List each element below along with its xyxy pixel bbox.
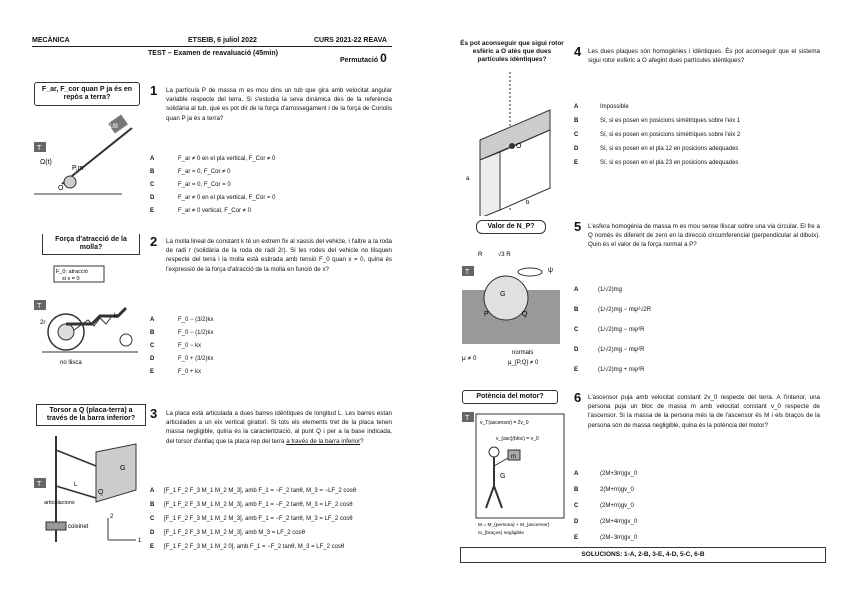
q6-options: [574, 462, 824, 542]
q4-figure: [460, 40, 566, 216]
rotation-arrow: [518, 268, 542, 276]
mu2-label: μ_{P,Q} ≠ 0: [508, 360, 539, 366]
note1-label: M = M_{persona} + M_{ascensor}: [478, 523, 550, 528]
rear-wheel: [120, 334, 132, 346]
r2-label: 2r: [40, 320, 46, 326]
q6-option[interactable]: D (2M+4m)gv_0: [574, 519, 638, 525]
bearing-box: [46, 522, 66, 530]
q3-option[interactable]: E [F_1 F_2 F_3 M_1 M_2 0], amb F_1 = −F_2 tanθ, M_3 = LF_2 cosθ: [150, 544, 345, 550]
q4-number: 4: [574, 44, 582, 59]
course-label: CURS 2021-22 REAVA: [314, 37, 387, 44]
r2-label: √3 R: [498, 252, 511, 258]
q3-tag-text: Torsor a Q (placa-terra) a través de la barra inferior?: [46, 407, 136, 422]
q3-number: 3: [150, 406, 158, 421]
permutation-value: 0: [380, 51, 387, 65]
q5-figure: [460, 220, 564, 378]
q3-figure: [32, 404, 144, 554]
q5-option[interactable]: E (1/√2)mg + mψ²R: [574, 367, 645, 373]
q1-option[interactable]: D F_ar ≠ 0 en el pla vertical, F_Cor = 0: [150, 195, 276, 201]
q6-tag: [462, 390, 558, 404]
q1-diagram: [32, 112, 144, 202]
q3-option[interactable]: C [F_1 F_2 F_3 M_1 M_2 M_3], amb F_1 = −F_2 tanθ, M_3 = LF_2 cosθ: [150, 516, 353, 522]
v2-label: v_{asc}(bloc) = v_0: [496, 436, 539, 442]
exam-title: TEST – Examen de reavaluació (45min): [148, 50, 278, 57]
q-label: Q: [522, 311, 528, 318]
x0-label: si x = 0: [62, 276, 80, 282]
q3-tag: [36, 404, 146, 426]
bearing-label: coixinet: [68, 524, 89, 530]
q3-option[interactable]: A [F_1 F_2 F_3 M_1 M_2 M_3], amb F_1 = −F_2 tanθ, M_3 = −LF_2 cosθ: [150, 488, 357, 494]
q4-tag-text: És pot aconseguir que sigui rotor esfèric a O atès que dues partícules idèntiques?: [460, 40, 564, 63]
g-label: G: [500, 291, 506, 298]
p-label: P: [484, 311, 489, 318]
point-o: [509, 143, 515, 149]
mu-label: μ ≠ 0: [462, 355, 477, 362]
q1-option[interactable]: A F_ar ≠ 0 en el pla vertical, F_Cor ≠ 0: [150, 156, 276, 162]
q2-option[interactable]: B F_0 − (1/2)kx: [150, 330, 214, 336]
q6-diagram: [460, 410, 566, 538]
q3-text-main: La placa està articulada a dues barres idèntiques de longitud L. Les barres estan articulades a un eix vertical giratori. Si tots els elements tret de la placa tenen massa negligible, quina és la caracterització, al punt Q i per a la base indicada, del torsor d'enllaç que la placa rep del terra: [166, 410, 392, 445]
particle-p: [64, 176, 76, 188]
q2-tag-text: Força d'atracció de la molla?: [55, 236, 127, 251]
q5-tag: [476, 220, 546, 234]
q5-tag-text: Valor de N_P?: [487, 223, 535, 230]
q2-tag: [42, 234, 140, 255]
q2-diagram: [32, 260, 144, 370]
school-date: ETSEIB, 6 juliol 2022: [188, 37, 257, 44]
q1-figure: [32, 82, 144, 200]
q1-options: [150, 147, 390, 212]
q3-text: La placa està articulada a dues barres idèntiques de longitud L. Les barres estan articulades a un eix vertical giratori. Si tots els elements tret de la placa tenen massa negligible, quina és la caracterització, al punt Q i per a la base indicada, del torsor d'enllaç que la placa rep del terra a través de la barra inferior?: [166, 410, 392, 445]
q2-option[interactable]: D F_0 + (3/2)kx: [150, 356, 214, 362]
g-label: G: [500, 473, 506, 480]
q6-option[interactable]: A (2M+3m)gv_0: [574, 471, 638, 477]
no-slip-label: no llisca: [60, 360, 82, 366]
k-label: k: [114, 313, 118, 320]
permutation: [340, 51, 387, 65]
f0-label: F_0: atracció: [56, 269, 88, 275]
plate-left: [480, 152, 500, 216]
q2-options: [150, 308, 390, 373]
tube-label: TUB: [106, 124, 118, 130]
q5-option[interactable]: C (1/√2)mg − mψ²R: [574, 327, 645, 333]
q4-tag: [460, 40, 564, 64]
q2-option[interactable]: E F_0 + kx: [150, 369, 202, 375]
q2-number: 2: [150, 234, 158, 249]
solutions-box: SOLUCIONS: 1-A, 2-B, 3-E, 4-D, 5-C, 6-B: [460, 547, 826, 563]
q6-t-label: T: [465, 415, 470, 422]
axis1-label: 1: [138, 538, 142, 544]
q6-tag-text: Potència del motor?: [476, 393, 544, 400]
q6-option[interactable]: B 2(M+m)gv_0: [574, 487, 634, 493]
q4-diagram: [460, 70, 566, 216]
q3-option[interactable]: B [F_1 F_2 F_3 M_1 M_2 M_3], amb F_1 = −F_2 tanθ, M_3 = LF_2 cosθ: [150, 502, 353, 508]
o-label: O: [58, 185, 64, 192]
normals-label: normals: [512, 350, 534, 356]
q1-tag: [34, 82, 140, 106]
pm-label: P,m: [72, 165, 84, 172]
q6-text: L'ascensor puja amb velocitat constant 2v_0 respecte del terra. A l'interior, una persona puja un bloc de massa m amb velocitat constant v_0 respecte de l'ascensor. Si la massa de la persona més la de l'ascensor és M i els braços de la persona són de massa negligible, quina és la potència del motor?: [588, 394, 820, 429]
q1-option[interactable]: E F_ar ≠ 0 vertical, F_Cor ≠ 0: [150, 208, 251, 214]
q1-t-label: T: [37, 145, 42, 152]
q5-options: [574, 278, 824, 378]
q1-option[interactable]: B F_ar = 0, F_Cor ≠ 0: [150, 169, 231, 175]
psi-label: ψ: [548, 267, 553, 274]
q1-option[interactable]: C F_ar = 0, F_Cor = 0: [150, 182, 231, 188]
small-wheel: [58, 324, 74, 340]
q6-option[interactable]: E (2M−3m)gv_0: [574, 535, 638, 541]
q4-text: Les dues plaques són homogènies i idèntiques. És pot aconseguir que el sistema sigui rotor esfèric a O afegint dues partícules idèntiques?: [588, 48, 820, 65]
q3-option[interactable]: D [F_1 F_2 F_3 M_1 M_2 M_3], amb M_3 = LF_2 cosθ: [150, 530, 305, 536]
permutation-label: Permutació: [340, 57, 379, 64]
q1-number: 1: [150, 83, 158, 98]
q5-diagram: [460, 238, 564, 378]
q2-option[interactable]: C F_0 − kx: [150, 343, 202, 349]
q5-option[interactable]: B (1/√2)mg − mψ²√2R: [574, 307, 652, 313]
r-label: R: [478, 252, 483, 258]
g-label: G: [120, 465, 126, 472]
tube-line: [62, 128, 132, 184]
q4-option[interactable]: C Sí, si es posen en posicions simètriques sobre l'eix 2: [574, 132, 741, 138]
a-label: a: [466, 176, 470, 182]
q4-option[interactable]: E Sí, si es posen en el pla 23 en posicions adequades: [574, 160, 739, 166]
person-leg-right: [494, 486, 502, 508]
q-label: Q: [98, 489, 104, 496]
q2-t-label: T: [37, 303, 42, 310]
header-rule: [32, 46, 392, 47]
q5-t-label: T: [465, 269, 470, 276]
q3-text-underlined: a través de la barra inferior: [286, 437, 361, 445]
q6-option[interactable]: C (2M+m)gv_0: [574, 503, 634, 509]
omega-label: Ω(t): [40, 159, 52, 166]
l-label: L: [74, 482, 78, 488]
m-label: m: [511, 454, 516, 460]
q4-options: [574, 95, 824, 165]
q2-figure: [32, 232, 144, 372]
b-label: b: [526, 200, 530, 206]
q1-tag-text: F_ar, F_cor quan P ja és en repòs a terra?: [41, 86, 133, 101]
q3-diagram: [32, 430, 144, 554]
q1-text: La partícula P de massa m es mou dins un tub que gira amb velocitat angular variable respecte del terra. Si s'estudia la seva dinàmica des de la referència solidària al tub, què es pot dir de la força d'arrossegament i de la força de Coriolis quan P ja és a terra?: [166, 87, 392, 122]
person-leg-left: [486, 486, 494, 508]
q4-option[interactable]: B Sí, si es posen en posicions simètriques sobre l'eix 1: [574, 118, 741, 124]
axis2-label: 2: [110, 514, 114, 520]
articulations-label: articulacions: [44, 500, 75, 506]
elevator-cabin: [476, 414, 564, 518]
upper-bar: [56, 450, 96, 466]
q4-option[interactable]: A Impossible: [574, 104, 629, 110]
person-head: [489, 447, 499, 457]
q2-option[interactable]: A F_0 − (3/2)kx: [150, 317, 214, 323]
person-arm: [494, 458, 508, 466]
q2-text: La molla lineal de constant k té un extrem fix al xassís del vehicle, i l'altre a la roda de radi r (solidària de la roda de radi 2r). Si les rodes del vehicle no llisquen respecte del terra i la molla està estirada amb tensió F_0 quan x = 0, quina és l'expressió de la força d'atracció de la molla en funció de x?: [166, 238, 392, 273]
subject-label: MECÀNICA: [32, 37, 70, 44]
v1-label: v_T(ascensor) = 2v_0: [480, 420, 529, 426]
q4-option[interactable]: D Sí, si es posen en el pla 12 en posicions adequades: [574, 146, 739, 152]
q5-number: 5: [574, 219, 582, 234]
q5-option[interactable]: D (1/√2)mg − mψ²R: [574, 347, 645, 353]
q3-options: [150, 479, 390, 549]
o-label: O: [516, 143, 522, 150]
q3-t-label: T: [37, 481, 42, 488]
q6-figure: [460, 390, 566, 538]
note2-label: m_{braços} negligible: [478, 531, 524, 536]
q6-number: 6: [574, 390, 582, 405]
q5-option[interactable]: A (1/√2)mg: [574, 287, 622, 293]
q5-text: L'esfera homogènia de massa m es mou sense lliscar sobre una via circular. El fre a Q només és diferent de zero en la direcció circumferencial (perpendicular al dibuix). Quin és el valor de la força normal a P?: [588, 223, 820, 249]
